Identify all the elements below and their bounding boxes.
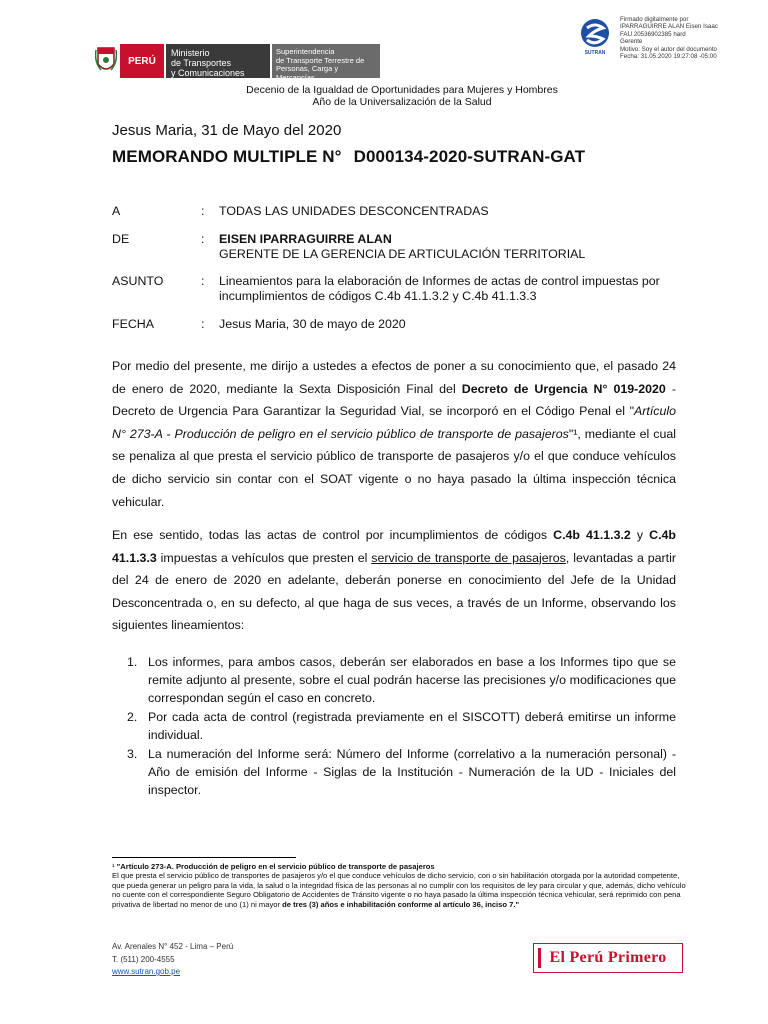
- sender-name: EISEN IPARRAGUIRRE ALAN: [219, 232, 392, 246]
- list-item: 2. Por cada acta de control (registrada previamente en el SISCOTT) deberá emitirse un informe individual.: [127, 710, 676, 742]
- superintendencia-logo: Superintendencia de Transporte Terrestre de Personas, Carga y Mercancías: [272, 44, 380, 78]
- decenio-header: Decenio de la Igualdad de Oportunidades para Mujeres y Hombres Año de la Universalización de la Salud: [246, 84, 558, 108]
- ministerio-logo: Ministerio de Transportes y Comunicaciones: [166, 44, 270, 78]
- footnote-divider: [112, 857, 296, 858]
- footer-address: Av. Arenales N° 452 - Lima – Perú T. (511) 200-4555 www.sutran.gob.pe: [112, 941, 233, 979]
- body-paragraph-1: Por medio del presente, me dirijo a ustedes a efectos de poner a su conocimiento que, el pasado 24 de enero de 2020, mediante la Sexta Disposición Final del Decreto de Urgencia N° 019-2020 - Decreto de Urgencia Para Garantizar la Seguridad Vial, se incorporó en el Código Penal el "Artículo N° 273-A - Producción de peligro en el servicio público de transporte de pasajeros"¹, mediante el cual se penaliza al que presta el servicio público de transporte de pasajeros y/o el que conduce vehículos de dicho servicio sin contar con el SOAT vigente o no haya pasado la última inspección técnica vehicular.: [112, 359, 676, 509]
- list-item: 1. Los informes, para ambos casos, deberán ser elaborados en base a los Informes tipo que se remite adjunto al presente, sobre el cual podrán hacerse las precisiones y/o modificaciones que correspondan según el caso en concreto.: [127, 655, 676, 705]
- el-peru-primero-logo: El Perú Primero: [533, 943, 683, 973]
- svg-text:SUTRAN: SUTRAN: [584, 50, 606, 56]
- decree-reference: Decreto de Urgencia N° 019-2020: [461, 381, 666, 396]
- peru-logo: PERÚ: [120, 44, 164, 78]
- sender-role: GERENTE DE LA GERENCIA DE ARTICULACIÓN TERRITORIAL: [219, 247, 586, 261]
- guidelines-list: [112, 653, 676, 800]
- memo-number: D000134-2020-SUTRAN-GAT: [353, 147, 586, 166]
- body-paragraph-2: En ese sentido, todas las actas de control por incumplimientos de códigos C.4b 41.1.3.2 y C.4b 41.1.3.3 impuestas a vehículos que presten el servicio de transporte de pasajeros, levantadas a partir del 24 de enero de 2020 en adelante, deberán ponerse en conocimiento del Jefe de la Unidad Desconcentrada o, en su defecto, al que haga de sus veces, a través de un Informe, observando los siguientes lineamientos:: [112, 528, 676, 633]
- logo-bar: [538, 948, 541, 968]
- place-date: Jesus Maria, 31 de Mayo del 2020: [112, 122, 342, 139]
- list-item: 3. La numeración del Informe será: Número del Informe (correlativo a la numeración personal) - Año de emisión del Informe - Siglas de la Institución - Numeración de la UD - Iniciales del inspector.: [127, 747, 676, 797]
- peru-coat-of-arms-icon: [95, 44, 117, 78]
- memo-title: MEMORANDO MULTIPLE N° D000134-2020-SUTRAN-GAT: [112, 147, 586, 166]
- footnote: ¹ "Artículo 273-A. Producción de peligro en el servicio público de transporte de pasajeros El que presta el servicio público de transportes de pasajeros y/o el que conduce vehículos de dicho servicio, con o sin habilitación otorgada por la autoridad competente, que pueda generar un peligro para la vida, la salud o la integridad física de las personas al no cumplir con los requisitos de ley para circular y que, además, dicho vehículo no cuente con el correspondiente Seguro Obligatorio de Accidentes de Tránsito vigente o no haya pasado la última inspección técnica vehicular, será reprimido con pena privativa de libertad no menor de uno (1) ni mayor de tres (3) años e inhabilitación conforme al artículo 36, inciso 7.": [112, 862, 686, 909]
- website-link[interactable]: www.sutran.gob.pe: [112, 967, 181, 976]
- digital-signature-block: Firmado digitalmente por IPARRAGUIRRE ALAN Eisen Isaac FAU 20536902385 hard Gerente Motivo: Soy el autor del documento Fecha: 31.05.2020 19:27:08 -05:00: [620, 16, 718, 61]
- sutran-logo-icon: [575, 16, 615, 56]
